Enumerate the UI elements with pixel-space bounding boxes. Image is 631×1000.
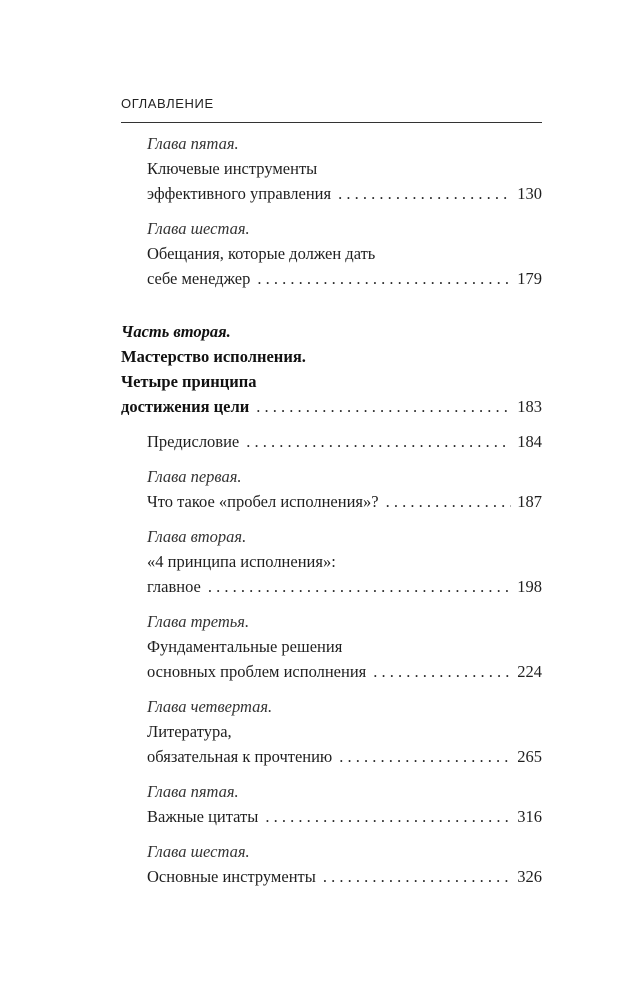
leader-dots (257, 267, 511, 291)
chapter-label: Глава первая. (147, 467, 242, 486)
page-number: 326 (517, 867, 542, 886)
entry-title-line: Важные цитаты (147, 807, 259, 826)
entry-title-line: Ключевые инструменты (147, 159, 318, 178)
entry-title-line: «4 принципа исполнения»: (147, 552, 336, 571)
leader-dots (339, 745, 511, 769)
chapter-label: Глава пятая. (147, 134, 239, 153)
toc-entry-row[interactable] (147, 575, 542, 599)
page-number: 187 (517, 492, 542, 511)
page-number: 183 (517, 397, 542, 416)
entry-title-line: себе менеджер (147, 269, 251, 288)
toc-entry-row[interactable] (147, 805, 542, 829)
toc-entry-row[interactable] (147, 490, 542, 514)
toc-entry-row[interactable] (147, 865, 542, 889)
entry-title-line: Предисловие (147, 432, 240, 451)
page-number: 198 (517, 577, 542, 596)
toc-entry-row[interactable] (147, 745, 542, 769)
leader-dots (338, 182, 511, 206)
leader-dots (246, 430, 511, 454)
toc-entry-row[interactable] (147, 267, 542, 291)
chapter-label: Глава шестая. (147, 219, 250, 238)
part-title-line: Мастерство исполнения. (121, 347, 306, 366)
page-number: 184 (517, 432, 542, 451)
leader-dots (208, 575, 511, 599)
part-title-line: достижения цели (121, 397, 250, 416)
chapter-label: Глава четвертая. (147, 697, 273, 716)
page-number: 316 (517, 807, 542, 826)
entry-title-line: обязательная к прочтению (147, 747, 333, 766)
header-rule (121, 122, 542, 123)
leader-dots (386, 490, 512, 514)
page-number: 179 (517, 269, 542, 288)
toc-entry-row[interactable] (147, 182, 542, 206)
toc-entry-row[interactable] (147, 430, 542, 454)
page-number: 265 (517, 747, 542, 766)
chapter-label: Глава пятая. (147, 782, 239, 801)
page-header-title: ОГЛАВЛЕНИЕ (121, 96, 214, 111)
chapter-label: Глава третья. (147, 612, 250, 631)
toc-entry-row[interactable] (121, 395, 542, 419)
entry-title-line: Основные инструменты (147, 867, 316, 886)
leader-dots (256, 395, 511, 419)
leader-dots (373, 660, 511, 684)
entry-title-line: Что такое «пробел исполнения»? (147, 492, 379, 511)
entry-title-line: Литература, (147, 722, 232, 741)
page-number: 130 (517, 184, 542, 203)
entry-title-line: Фундаментальные решения (147, 637, 343, 656)
part-title-line: Четыре принципа (121, 372, 257, 391)
entry-title-line: Обещания, которые должен дать (147, 244, 376, 263)
leader-dots (323, 865, 511, 889)
page-number: 224 (517, 662, 542, 681)
part-label: Часть вторая. (121, 322, 231, 341)
leader-dots (265, 805, 511, 829)
entry-title-line: основных проблем исполнения (147, 662, 367, 681)
chapter-label: Глава шестая. (147, 842, 250, 861)
entry-title-line: главное (147, 577, 201, 596)
entry-title-line: эффективного управления (147, 184, 332, 203)
toc-entry-row[interactable] (147, 660, 542, 684)
chapter-label: Глава вторая. (147, 527, 247, 546)
